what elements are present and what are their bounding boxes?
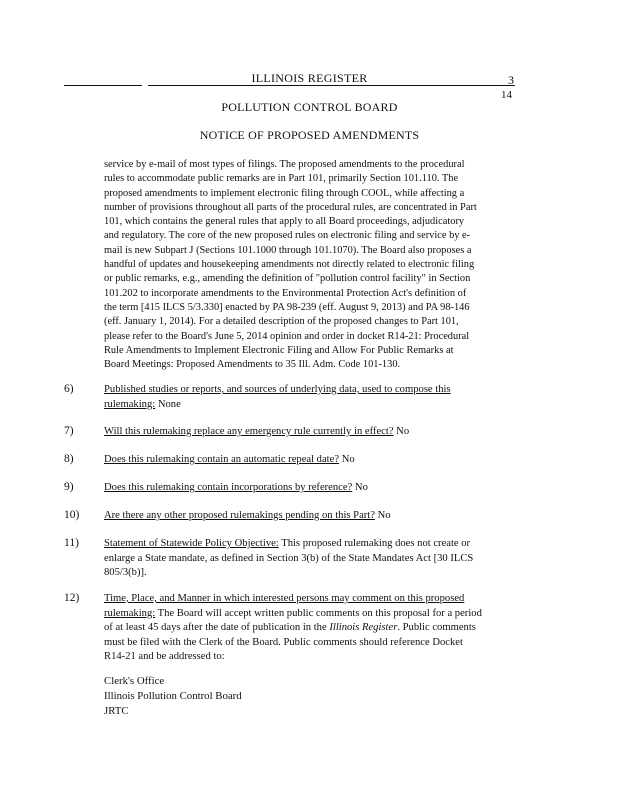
paragraph-line: 101.202 to incorporate amendments to the Environmental Protection Act's definition of: [104, 287, 467, 299]
item-line: 805/3(b)].: [104, 567, 147, 578]
paragraph-line: and regulatory. The core of the new proposed rules on electronic filing and service by e-: [104, 230, 471, 242]
item-text: [104, 383, 534, 412]
item-answer: No: [374, 510, 391, 521]
paragraph-line: rules to accommodate public remarks are in Part 101, primarily Section 101.110. The: [104, 173, 459, 185]
paragraph-line: or public remarks, e.g., amending the definition of "pollution control facility" in Section: [104, 273, 471, 285]
item-answer: The Board will accept written public comments on this proposal for a period: [155, 607, 482, 619]
paragraph-line: please refer to the Board's June 5, 2014 opinion and order in docket R14-21: Procedural: [104, 330, 470, 342]
item-question: Are there any other proposed rulemakings pending on this Part?: [104, 510, 375, 521]
item-line: of at least 45 days after the date of publication in the: [104, 622, 330, 633]
paragraph-line: service by e-mail of most types of filings. The proposed amendments to the procedural: [104, 159, 465, 170]
address-line: JRTC: [104, 705, 129, 717]
item-question: Does this rulemaking contain an automatic repeal date?: [104, 454, 340, 465]
paragraph-line: Rule Amendments to Implement Electronic Filing and Allow For Public Remarks at: [104, 344, 454, 356]
paragraph-line: number of provisions throughout all parts of the procedural rules, are concentrated in Part: [104, 201, 477, 213]
publication-title: Illinois Register: [329, 622, 398, 633]
register-title: ILLINOIS REGISTER: [251, 71, 368, 85]
paragraph-line: proposed amendments to implement electronic filing through COOL, while affecting a: [104, 187, 465, 199]
address-line: Clerk's Office: [104, 675, 165, 687]
item-number: 12): [64, 592, 80, 604]
item-number: 8): [64, 453, 74, 465]
item-text: [104, 453, 534, 468]
intro-paragraph: [104, 158, 524, 372]
item-number: 7): [64, 425, 74, 437]
item-question: rulemaking:: [104, 398, 156, 410]
page-number: 3: [508, 73, 514, 87]
notice-title: NOTICE OF PROPOSED AMENDMENTS: [199, 128, 420, 142]
item-number: 6): [64, 383, 74, 395]
item-line: enlarge a State mandate, as defined in Section 3(b) of the State Mandates Act [30 ILCS: [104, 552, 474, 564]
item-text: [104, 425, 534, 440]
item-question: Will this rulemaking replace any emergency rule currently in effect?: [104, 426, 394, 437]
item-question: Statement of Statewide Policy Objective:: [104, 538, 279, 549]
item-text: [104, 592, 534, 665]
paragraph-line: mail is new Subpart J (Sections 101.1000 through 101.1070). The Board also proposes a: [104, 244, 472, 256]
item-question: rulemaking:: [104, 607, 156, 619]
item-line: must be filed with the Clerk of the Board. Public comments should reference Docket: [104, 636, 463, 648]
item-answer: No: [352, 482, 368, 493]
item-answer: This proposed rulemaking does not create or: [278, 538, 471, 549]
item-number: 9): [64, 481, 74, 493]
item-number: 11): [64, 537, 79, 549]
mailing-address: [104, 674, 242, 719]
item-line: . Public comments: [397, 622, 476, 633]
item-text: [104, 509, 534, 524]
item-answer: No: [393, 426, 410, 437]
paragraph-line: (eff. January 1, 2014). For a detailed description of the proposed changes to Part 101,: [104, 316, 459, 328]
item-answer: None: [155, 398, 181, 410]
paragraph-line: 101, which contains the general rules that apply to all Board proceedings, adjudicatory: [104, 216, 465, 228]
item-line: R14-21 and be addressed to:: [104, 651, 225, 662]
item-number: 10): [64, 509, 80, 521]
item-question: Time, Place, and Manner in which interested persons may comment on this proposed: [104, 593, 465, 604]
volume-number: 14: [501, 89, 512, 101]
item-question: Published studies or reports, and sources of underlying data, used to compose this: [104, 384, 451, 395]
item-text: [104, 537, 534, 581]
item-text: [104, 481, 534, 496]
paragraph-line: the term [415 ILCS 5/3.330] enacted by PA 98-239 (eff. August 9, 2013) and PA 98-146: [104, 301, 470, 313]
item-question: Does this rulemaking contain incorporations by reference?: [104, 482, 353, 493]
paragraph-line: Board Meetings: Proposed Amendments to 35 Ill. Adm. Code 101-130.: [104, 359, 401, 371]
address-line: Illinois Pollution Control Board: [104, 690, 242, 702]
item-answer: No: [339, 454, 355, 465]
agency-name: POLLUTION CONTROL BOARD: [221, 100, 398, 114]
paragraph-line: handful of updates and housekeeping amendments not directly related to electronic filing: [104, 259, 475, 271]
